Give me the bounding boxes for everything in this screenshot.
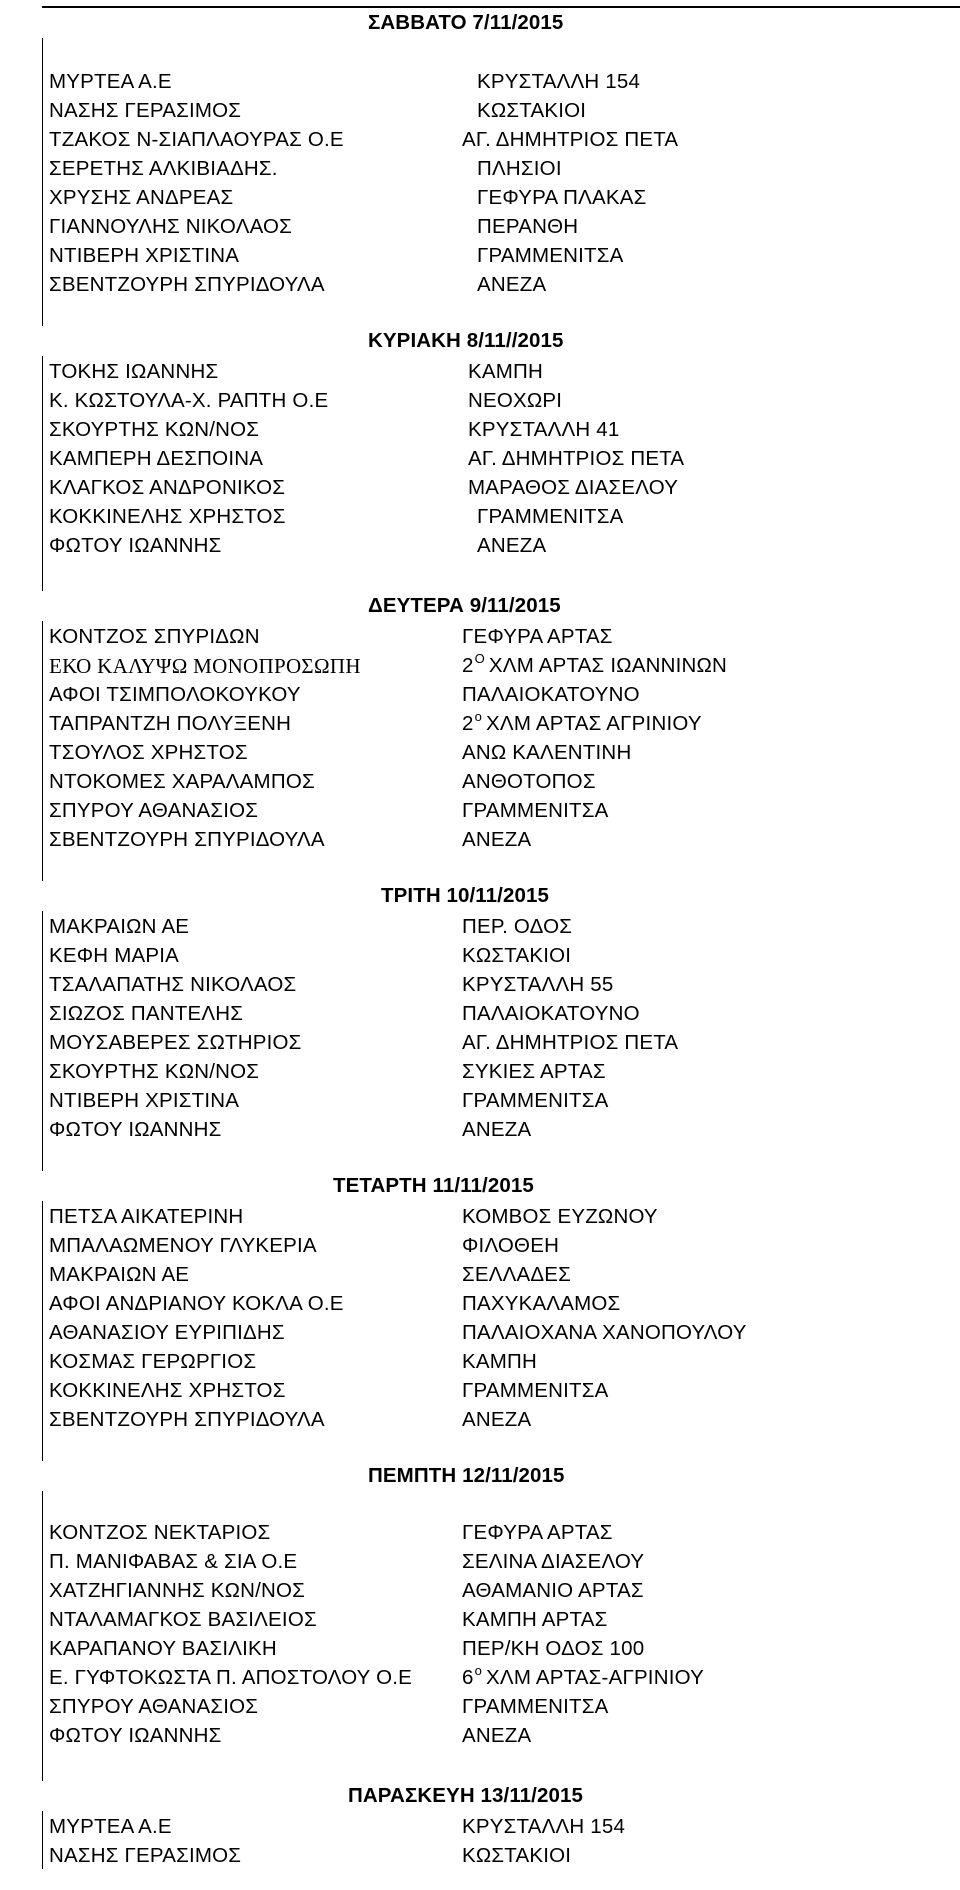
pharmacy-name: ΣΚΟΥΡΤΗΣ ΚΩΝ/ΝΟΣ [49, 1060, 260, 1083]
pharmacy-location: ΠΕΡΑΝΘΗ [477, 215, 579, 238]
table-row [42, 969, 960, 998]
pharmacy-location [462, 1663, 704, 1690]
pharmacy-name: ΣΒΕΝΤΖΟΥΡΗ ΣΠΥΡΙΔΟΥΛΑ [49, 273, 325, 296]
pharmacy-name: ΦΩΤΟΥ ΙΩΑΝΝΗΣ [49, 1118, 222, 1141]
pharmacy-duty-schedule [42, 6, 960, 1869]
table-row [42, 124, 960, 153]
pharmacy-name: ΜΥΡΤΕΑ Α.Ε [49, 1815, 172, 1838]
table-row [42, 414, 960, 443]
blank-row [42, 1433, 960, 1461]
pharmacy-name: ΝΑΣΗΣ ΓΕΡΑΣΙΜΟΣ [49, 1844, 242, 1867]
pharmacy-name: ΤΟΚΗΣ ΙΩΑΝΝΗΣ [49, 360, 219, 383]
pharmacy-location: ΣΕΛΛΑΔΕΣ [462, 1263, 572, 1286]
day-title: ΠΕΜΠΤΗ 12/11/2015 [368, 1464, 565, 1487]
pharmacy-name: ΦΩΤΟΥ ΙΩΑΝΝΗΣ [49, 534, 222, 557]
pharmacy-name: ΦΩΤΟΥ ΙΩΑΝΝΗΣ [49, 1724, 222, 1747]
table-row [42, 1085, 960, 1114]
pharmacy-location: ΚΩΣΤΑΚΙΟΙ [462, 944, 572, 967]
pharmacy-location: ΑΝΕΖΑ [462, 828, 532, 851]
table-row [42, 1720, 960, 1749]
pharmacy-location: ΑΝΘΟΤΟΠΟΣ [462, 770, 596, 793]
table-row [42, 1346, 960, 1375]
pharmacy-location: ΣΥΚΙΕΣ ΑΡΤΑΣ [462, 1060, 606, 1083]
pharmacy-location: ΣΕΛΙΝΑ ΔΙΑΣΕΛΟΥ [462, 1550, 645, 1573]
day-header [42, 326, 960, 356]
pharmacy-name: ΣΒΕΝΤΖΟΥΡΗ ΣΠΥΡΙΔΟΥΛΑ [49, 1408, 325, 1431]
pharmacy-location: ΑΝΕΖΑ [477, 273, 547, 296]
table-row [42, 1201, 960, 1230]
day-header [42, 1781, 960, 1811]
pharmacy-name: ΚΑΜΠΕΡΗ ΔΕΣΠΟΙΝΑ [49, 447, 264, 470]
pharmacy-name: ΝΑΣΗΣ ΓΕΡΑΣΙΜΟΣ [49, 99, 242, 122]
km-location: ΧΛΜ ΑΡΤΑΣ ΙΩΑΝΝΙΝΩΝ [488, 654, 728, 677]
pharmacy-location: ΑΝΕΖΑ [477, 534, 547, 557]
pharmacy-name: ΚΟΝΤΖΟΣ ΝΕΚΤΑΡΙΟΣ [49, 1521, 271, 1544]
table-row [42, 940, 960, 969]
table-row [42, 1317, 960, 1346]
km-location: ΧΛΜ ΑΡΤΑΣ ΑΓΡΙΝΙΟΥ [486, 712, 702, 735]
table-row [42, 443, 960, 472]
table-row [42, 1662, 960, 1691]
pharmacy-location: ΑΓ. ΔΗΜΗΤΡΙΟΣ ΠΕΤΑ [468, 447, 685, 470]
pharmacy-location: ΚΩΣΤΑΚΙΟΙ [462, 1844, 572, 1867]
pharmacy-name: ΝΤΟΚΟΜΕΣ ΧΑΡΑΛΑΜΠΟΣ [49, 770, 315, 793]
pharmacy-location: ΚΡΥΣΤΑΛΛΗ 41 [468, 418, 620, 441]
blank-row [42, 853, 960, 881]
table-row [42, 1811, 960, 1840]
pharmacy-name: ΣΒΕΝΤΖΟΥΡΗ ΣΠΥΡΙΔΟΥΛΑ [49, 828, 325, 851]
day-header [42, 1171, 960, 1201]
pharmacy-name: ΚΟΣΜΑΣ ΓΕΡΩΡΓΙΟΣ [49, 1350, 257, 1373]
table-row [42, 1575, 960, 1604]
blank-row [42, 1749, 960, 1781]
table-row [42, 1404, 960, 1433]
pharmacy-location: ΚΩΣΤΑΚΙΟΙ [477, 99, 587, 122]
pharmacy-name: ΚΟΚΚΙΝΕΛΗΣ ΧΡΗΣΤΟΣ [49, 1379, 286, 1402]
table-row [42, 1027, 960, 1056]
table-row [42, 211, 960, 240]
table-row [42, 501, 960, 530]
pharmacy-name: ΧΑΤΖΗΓΙΑΝΝΗΣ ΚΩΝ/ΝΟΣ [49, 1579, 306, 1602]
pharmacy-location: ΠΑΛΑΙΟΚΑΤΟΥΝΟ [462, 683, 640, 706]
day-title: ΚΥΡΙΑΚΗ 8/11//2015 [368, 329, 564, 352]
table-row [42, 66, 960, 95]
table-row [42, 385, 960, 414]
table-row [42, 1288, 960, 1317]
table-row [42, 737, 960, 766]
pharmacy-location: ΠΑΛΑΙΟΧΑΝΑ ΧΑΝΟΠΟΥΛΟΥ [462, 1321, 747, 1344]
pharmacy-name: ΤΑΠΡΑΝΤΖΗ ΠΟΛΥΞΕΝΗ [49, 712, 292, 735]
pharmacy-name: ΤΣΟΥΛΟΣ ΧΡΗΣΤΟΣ [49, 741, 248, 764]
table-row [42, 153, 960, 182]
pharmacy-name: ΣΠΥΡΟΥ ΑΘΑΝΑΣΙΟΣ [49, 799, 259, 822]
day-header [42, 881, 960, 911]
pharmacy-location: ΚΡΥΣΤΑΛΛΗ 55 [462, 973, 614, 996]
km-number: 6 [462, 1666, 474, 1689]
pharmacy-name: ΑΘΑΝΑΣΙΟΥ ΕΥΡΙΠΙΔΗΣ [49, 1321, 285, 1344]
pharmacy-name: ΚΛΑΓΚΟΣ ΑΝΔΡΟΝΙΚΟΣ [49, 476, 286, 499]
pharmacy-name: ΝΤΙΒΕΡΗ ΧΡΙΣΤΙΝΑ [49, 1089, 240, 1112]
pharmacy-name: ΣΚΟΥΡΤΗΣ ΚΩΝ/ΝΟΣ [49, 418, 260, 441]
table-row [42, 824, 960, 853]
table-row [42, 240, 960, 269]
pharmacy-name: ΓΙΑΝΝΟΥΛΗΣ ΝΙΚΟΛΑΟΣ [49, 215, 293, 238]
pharmacy-location: ΝΕΟΧΩΡΙ [468, 389, 563, 412]
pharmacy-location: ΑΓ. ΔΗΜΗΤΡΙΟΣ ΠΕΤΑ [462, 128, 679, 151]
pharmacy-location: ΑΝΩ ΚΑΛΕΝΤΙΝΗ [462, 741, 632, 764]
table-row [42, 1546, 960, 1575]
pharmacy-name: ΚΟΚΚΙΝΕΛΗΣ ΧΡΗΣΤΟΣ [49, 505, 286, 528]
blank-row [42, 38, 960, 66]
day-title: ΤΕΤΑΡΤΗ 11/11/2015 [333, 1174, 534, 1197]
ordinal-suffix: Ο [474, 651, 485, 666]
km-number: 2 [462, 712, 474, 735]
day-title: ΣΑΒΒΑΤΟ 7/11/2015 [368, 11, 564, 34]
table-row [42, 472, 960, 501]
pharmacy-name: ΣΕΡΕΤΗΣ ΑΛΚΙΒΙΑΔΗΣ. [49, 157, 278, 180]
pharmacy-location: ΓΕΦΥΡΑ ΑΡΤΑΣ [462, 1521, 613, 1544]
table-row [42, 708, 960, 737]
pharmacy-location: ΑΓ. ΔΗΜΗΤΡΙΟΣ ΠΕΤΑ [462, 1031, 679, 1054]
km-number: 2 [462, 654, 474, 677]
pharmacy-location: ΑΝΕΖΑ [462, 1724, 532, 1747]
pharmacy-location: ΚΑΜΠΗ [462, 1350, 538, 1373]
pharmacy-location: ΑΝΕΖΑ [462, 1408, 532, 1431]
pharmacy-name: ΤΖΑΚΟΣ Ν-ΣΙΑΠΛΑΟΥΡΑΣ Ο.Ε [49, 128, 344, 151]
day-title: ΠΑΡΑΣΚΕΥΗ 13/11/2015 [348, 1784, 583, 1807]
pharmacy-name: ΜΑΚΡΑΙΩΝ ΑΕ [49, 915, 190, 938]
pharmacy-name: ΕΚΟ ΚΑΛΥΨΩ ΜΟΝΟΠΡΟΣΩΠΗ [49, 654, 361, 678]
pharmacy-location: ΠΛΗΣΙΟΙ [477, 157, 562, 180]
table-row [42, 1691, 960, 1720]
pharmacy-location: ΓΡΑΜΜΕΝΙΤΣΑ [477, 244, 624, 267]
table-row [42, 1375, 960, 1404]
table-row [42, 1840, 960, 1869]
pharmacy-location [462, 651, 728, 678]
pharmacy-location: ΚΟΜΒΟΣ ΕΥΖΩΝΟΥ [462, 1205, 658, 1228]
blank-row [42, 1143, 960, 1171]
pharmacy-location: ΓΕΦΥΡΑ ΠΛΑΚΑΣ [477, 186, 647, 209]
pharmacy-location [462, 709, 702, 736]
pharmacy-location: ΑΝΕΖΑ [462, 1118, 532, 1141]
pharmacy-location: ΠΑΛΑΙΟΚΑΤΟΥΝΟ [462, 1002, 640, 1025]
pharmacy-location: ΓΕΦΥΡΑ ΑΡΤΑΣ [462, 625, 613, 648]
table-row [42, 269, 960, 298]
pharmacy-location: ΚΡΥΣΤΑΛΛΗ 154 [477, 70, 641, 93]
table-row [42, 1056, 960, 1085]
table-row [42, 1230, 960, 1259]
pharmacy-name: ΚΑΡΑΠΑΝΟΥ ΒΑΣΙΛΙΚΗ [49, 1637, 277, 1660]
pharmacy-name: Ε. ΓΥΦΤΟΚΩΣΤΑ Π. ΑΠΟΣΤΟΛΟΥ Ο.Ε [49, 1666, 412, 1689]
table-row [42, 182, 960, 211]
pharmacy-name: ΠΕΤΣΑ ΑΙΚΑΤΕΡΙΝΗ [49, 1205, 244, 1228]
day-title: ΔΕΥΤΕΡΑ 9/11/2015 [368, 594, 561, 617]
pharmacy-location: ΠΕΡ. ΟΔΟΣ [462, 915, 573, 938]
pharmacy-location: ΓΡΑΜΜΕΝΙΤΣΑ [477, 505, 624, 528]
table-row [42, 766, 960, 795]
ordinal-suffix: ο [474, 709, 483, 724]
table-row [42, 530, 960, 559]
pharmacy-location: ΓΡΑΜΜΕΝΙΤΣΑ [462, 1089, 609, 1112]
day-header [42, 591, 960, 621]
blank-row [42, 559, 960, 591]
pharmacy-name: ΧΡΥΣΗΣ ΑΝΔΡΕΑΣ [49, 186, 234, 209]
pharmacy-location: ΠΕΡ/ΚΗ ΟΔΟΣ 100 [462, 1637, 645, 1660]
pharmacy-name: ΣΙΩΖΟΣ ΠΑΝΤΕΛΗΣ [49, 1002, 244, 1025]
pharmacy-location: ΚΑΜΠΗ ΑΡΤΑΣ [462, 1608, 608, 1631]
pharmacy-location: ΓΡΑΜΜΕΝΙΤΣΑ [462, 1695, 609, 1718]
pharmacy-name: ΤΣΑΛΑΠΑΤΗΣ ΝΙΚΟΛΑΟΣ [49, 973, 297, 996]
table-row [42, 621, 960, 650]
table-row [42, 356, 960, 385]
pharmacy-name: ΜΠΑΛΑΩΜΕΝΟΥ ΓΛΥΚΕΡΙΑ [49, 1234, 317, 1257]
table-row [42, 95, 960, 124]
pharmacy-name: ΝΤΑΛΑΜΑΓΚΟΣ ΒΑΣΙΛΕΙΟΣ [49, 1608, 317, 1631]
blank-row [42, 1491, 960, 1517]
table-row [42, 911, 960, 940]
pharmacy-name: ΚΟΝΤΖΟΣ ΣΠΥΡΙΔΩΝ [49, 625, 260, 648]
pharmacy-location: ΜΑΡΑΘΟΣ ΔΙΑΣΕΛΟΥ [468, 476, 679, 499]
pharmacy-location: ΓΡΑΜΜΕΝΙΤΣΑ [462, 1379, 609, 1402]
pharmacy-location: ΦΙΛΟΘΕΗ [462, 1234, 560, 1257]
table-row [42, 998, 960, 1027]
table-row [42, 679, 960, 708]
table-row [42, 1114, 960, 1143]
pharmacy-name: ΚΕΦΗ ΜΑΡΙΑ [49, 944, 179, 967]
table-row [42, 795, 960, 824]
table-row [42, 650, 960, 679]
table-row [42, 1259, 960, 1288]
pharmacy-location: ΓΡΑΜΜΕΝΙΤΣΑ [462, 799, 609, 822]
km-location: ΧΛΜ ΑΡΤΑΣ-ΑΓΡΙΝΙΟΥ [486, 1666, 704, 1689]
pharmacy-name: ΣΠΥΡΟΥ ΑΘΑΝΑΣΙΟΣ [49, 1695, 259, 1718]
pharmacy-name: ΜΟΥΣΑΒΕΡΕΣ ΣΩΤΗΡΙΟΣ [49, 1031, 302, 1054]
day-title: ΤΡΙΤΗ 10/11/2015 [381, 884, 549, 907]
table-row [42, 1633, 960, 1662]
table-row [42, 1517, 960, 1546]
pharmacy-name: ΑΦΟΙ ΤΣΙΜΠΟΛΟΚΟΥΚΟΥ [49, 683, 301, 706]
pharmacy-name: ΝΤΙΒΕΡΗ ΧΡΙΣΤΙΝΑ [49, 244, 240, 267]
table-row [42, 1604, 960, 1633]
pharmacy-name: ΜΑΚΡΑΙΩΝ ΑΕ [49, 1263, 190, 1286]
day-header [42, 8, 960, 38]
ordinal-suffix: ο [474, 1663, 483, 1678]
pharmacy-name: Π. ΜΑΝΙΦΑΒΑΣ & ΣΙΑ Ο.Ε [49, 1550, 298, 1573]
pharmacy-location: ΑΘΑΜΑΝΙΟ ΑΡΤΑΣ [462, 1579, 644, 1602]
pharmacy-name: ΜΥΡΤΕΑ Α.Ε [49, 70, 172, 93]
blank-row [42, 298, 960, 326]
pharmacy-location: ΠΑΧΥΚΑΛΑΜΟΣ [462, 1292, 621, 1315]
pharmacy-location: ΚΑΜΠΗ [468, 360, 544, 383]
pharmacy-name: ΑΦΟΙ ΑΝΔΡΙΑΝΟΥ ΚΟΚΛΑ Ο.Ε [49, 1292, 344, 1315]
day-header [42, 1461, 960, 1491]
pharmacy-name: Κ. ΚΩΣΤΟΥΛΑ-Χ. ΡΑΠΤΗ Ο.Ε [49, 389, 329, 412]
pharmacy-location: ΚΡΥΣΤΑΛΛΗ 154 [462, 1815, 626, 1838]
